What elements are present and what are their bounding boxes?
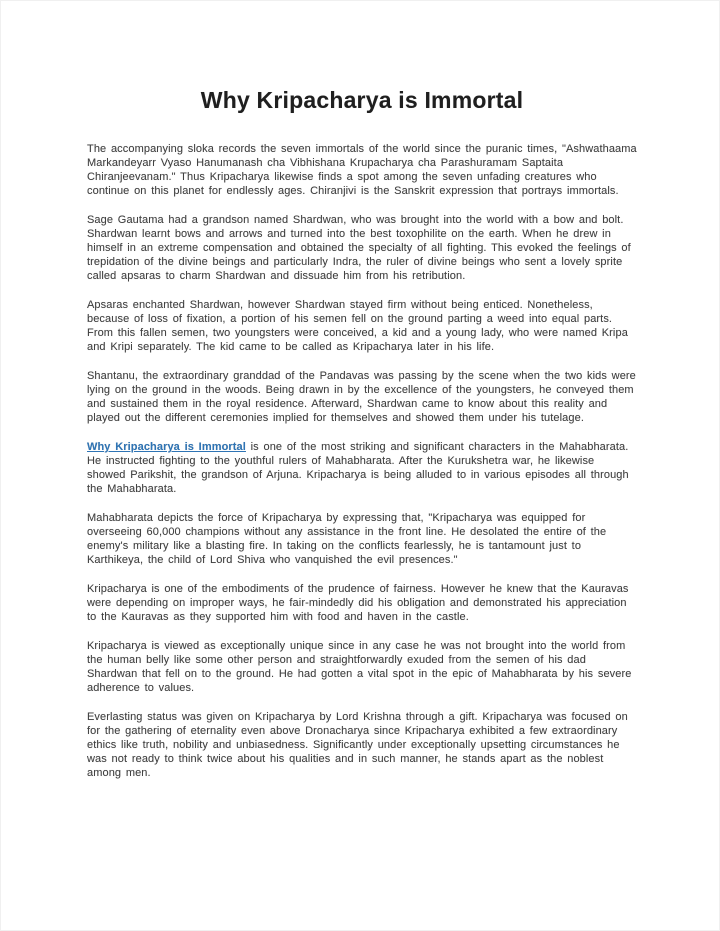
page-title: Why Kripacharya is Immortal <box>200 87 524 113</box>
document-body <box>87 142 637 780</box>
paragraph-unique-birth: Kripacharya is viewed as exceptionally unique since in any case he was not brought into the world from the human belly like some other person and straightforwardly exuded from the semen of his dad Shardwan that fell on to the ground. He had gotten a vital spot in the epic of Mahabharata by his severe adherence to values. <box>87 640 632 694</box>
paragraph-sage-gautama: Sage Gautama had a grandson named Shardwan, who was brought into the world with a bow and bolt. Shardwan learnt bows and arrows and turned into the best toxophilite on the earth. When he drew in himself in an extreme compensation and obtained the specialty of all fighting. This evoked the feelings of trepidation of the divine beings and particularly Indra, the ruler of divine beings who sent a lovely sprite called apsaras to charm Shardwan and dissuade him from his retribution. <box>87 214 631 282</box>
why-kripacharya-immortal-link[interactable]: Why Kripacharya is Immortal <box>87 441 246 453</box>
paragraph-why-immortal-text: is one of the most striking and significant characters in the Mahabharata. He instructed fighting to the youthful rulers of Mahabharata. After the Kurukshetra war, he likewise showed Parikshit, the grandson of Arjuna. Kripacharya is being alluded to in various episodes all through the Mahabharata. <box>87 441 629 495</box>
paragraph-fairness: Kripacharya is one of the embodiments of the prudence of fairness. However he knew that the Kauravas were depending on improper ways, he fair-mindedly did his obligation and demonstrated his appreciation to the Kauravas as they supported him with food and haven in the castle. <box>87 583 629 623</box>
paragraph-apsaras: Apsaras enchanted Shardwan, however Shardwan stayed firm without being enticed. Nonetheless, because of loss of fixation, a portion of his semen fell on the ground parting a weed into equal parts. From this fallen semen, two youngsters were conceived, a kid and a young lady, who were named Kripa and Kripi separately. The kid came to be called as Kripacharya later in his life. <box>87 299 628 353</box>
paragraph-why-immortal <box>87 440 637 496</box>
paragraph-shantanu: Shantanu, the extraordinary granddad of the Pandavas was passing by the scene when the two kids were lying on the ground in the woods. Being drawn in by the excellence of the youngsters, he conveyed them and sustained them in the royal residence. Afterward, Shardwan came to know about this reality and played out the different ceremonies implied for themselves and showed them under his tutelage. <box>87 370 636 424</box>
paragraph-sloka: The accompanying sloka records the seven immortals of the world since the puranic times, "Ashwathaama Markandeyarr Vyaso Hanumanash cha Vibhishana Krupacharya cha Parashuramam Saptaita Chiranjeevanam." Thus Kripacharya likewise finds a spot among the seven unfading creatures who continue on this planet for endlessly ages. Chiranjivi is the Sanskrit expression that portrays immortals. <box>87 143 637 197</box>
paragraph-everlasting-status: Everlasting status was given on Kripacharya by Lord Krishna through a gift. Kripacharya was focused on for the gathering of eternality even above Dronacharya since Kripacharya exhibited a few extraordinary ethics like truth, nobility and unbiasedness. Significantly under exceptionally upsetting circumstances he was not ready to think twice about his qualities and in such manner, he stands apart as the noblest among men. <box>87 711 628 779</box>
paragraph-force-of-kripacharya: Mahabharata depicts the force of Kripacharya by expressing that, "Kripacharya was equipped for overseeing 60,000 champions without any assistance in the front line. He desolated the entire of the enemy's military like a blasting fire. In taking on the conflicts fearlessly, he is tantamount just to Karthikeya, the child of Lord Shiva who vanquished the evil presences." <box>87 512 607 566</box>
